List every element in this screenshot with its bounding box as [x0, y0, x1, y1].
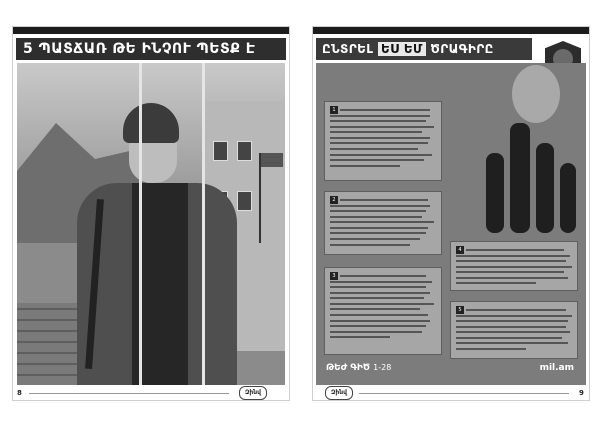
hotline-label: ԹԵԺ ԳԻԾ 1-28 [326, 363, 392, 373]
info-block-4: 4 [450, 241, 578, 291]
info-block-1: 1 [324, 101, 442, 181]
soldier-silhouettes [476, 83, 586, 263]
soldier-figure [77, 103, 237, 385]
right-page [313, 27, 589, 400]
page-number: 9 [579, 389, 584, 397]
page-number: 8 [17, 389, 22, 397]
left-page [13, 27, 289, 400]
page-title: ԸՆՏՐԵԼ ԵՍ ԵՄ ԾՐԱԳԻՐԸ [316, 38, 532, 60]
magazine-logo: Զինվ [239, 386, 267, 400]
magazine-logo: Զինվ [325, 386, 353, 400]
helmet-icon [123, 103, 179, 143]
page-headline: 5 ՊԱՏՃԱՌ ԹԵ ԻՆՉՈՒ ՊԵՏՔ Է [16, 38, 286, 60]
info-block-2: 2 [324, 191, 442, 255]
website-link[interactable]: mil.am [539, 363, 574, 373]
flag-icon [261, 153, 283, 167]
running-header [313, 27, 589, 34]
running-header [13, 27, 289, 34]
info-block-3: 3 [324, 267, 442, 355]
soldier-photo [17, 63, 285, 385]
info-block-5: 5 [450, 301, 578, 359]
info-panel [316, 63, 586, 385]
